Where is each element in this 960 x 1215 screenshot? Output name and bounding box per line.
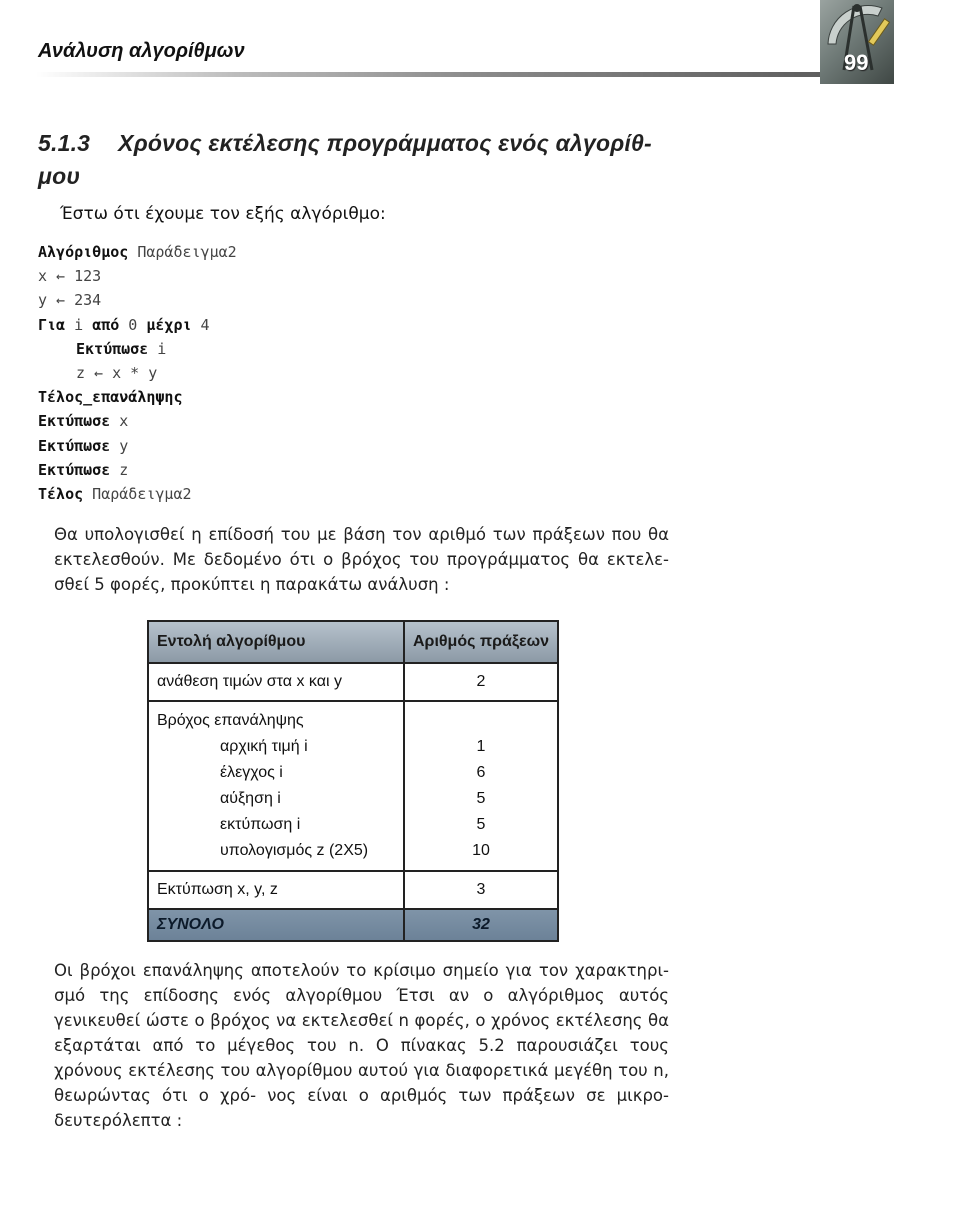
loop-item-value: 1 — [476, 738, 486, 755]
table-total-row — [148, 909, 558, 941]
code-line — [38, 458, 237, 482]
loop-item-label: αρχική τιμή i — [220, 738, 308, 755]
section-title: Χρόνος εκτέλεσης προγράμματος ενός αλγορίθ- — [118, 130, 652, 156]
page-number-badge — [820, 0, 894, 84]
code-text: z — [110, 460, 129, 479]
code-line — [38, 409, 237, 433]
loop-label: Βρόχος επανάληψης — [157, 712, 304, 729]
page-number: 99 — [844, 50, 869, 75]
code-keyword: Τέλος — [38, 484, 84, 503]
code-line — [38, 337, 237, 361]
code-line — [38, 482, 237, 506]
table-cell-instruction: ανάθεση τιμών στα x και y — [148, 663, 404, 701]
paragraph-analysis-intro: Θα υπολογισθεί η επίδοσή του με βάση τον αριθμό των πράξεων που θα εκτελεσθούν. Με δεδομένο ότι ο βρόχος του προγράμματος θα εκτελε- σθεί 5 φορές, προκύπτει η παρακάτω ανάλυση : — [54, 525, 669, 594]
pseudocode-block — [38, 240, 237, 506]
running-header-title: Ανάλυση αλγορίθμων — [38, 40, 245, 62]
code-line — [38, 434, 237, 458]
column-header-operations: Αριθμός πράξεων — [404, 621, 558, 663]
code-line — [38, 313, 237, 337]
loop-item-label: έλεγχος i — [220, 764, 283, 781]
code-text: i — [148, 339, 167, 358]
operations-table — [147, 620, 559, 942]
code-keyword: Εκτύπωσε — [38, 460, 111, 479]
code-keyword: από — [92, 315, 120, 334]
code-keyword: Εκτύπωσε — [76, 339, 149, 358]
section-number: 5.1.3 — [38, 130, 91, 156]
code-text: Παράδειγμα2 — [83, 484, 192, 503]
loop-item-value: 5 — [476, 790, 486, 807]
code-line: y ← 234 — [38, 291, 102, 310]
section-heading — [38, 127, 658, 193]
table-cell-loop-operations — [404, 701, 558, 871]
code-keyword: Για — [38, 315, 66, 334]
intro-text: Έστω ότι έχουμε τον εξής αλγόριθμο: — [60, 204, 386, 224]
table-cell-loop-instructions — [148, 701, 404, 871]
loop-item-label: εκτύπωση i — [220, 816, 301, 833]
loop-item-value: 6 — [476, 764, 486, 781]
paragraph-loops: Οι βρόχοι επανάληψης αποτελούν το κρίσιμο σημείο για τον χαρακτηρι- σμό της επίδοσης ενός αλγορίθμου Έτσι αν ο αλγόριθμος αυτός γενικευθεί ώστε ο βρόχος να εκτελεσθεί n φορές, ο χρόνος εκτέλεσης θα εξαρτάται από το μέγεθος του n. Ο πίνακας 5.2 παρουσιάζει τους χρόνους εκτέλεσης του αλγορίθμου αυτού για διαφορετικά μεγέθη του n, θεωρώντας ότι ο χρό- νος είναι ο αριθμός των πράξεων σε μικρο-δευτερόλεπτα : — [54, 961, 669, 1130]
code-keyword: Τέλος_επανάληψης — [38, 388, 183, 407]
table-cell-operations: 2 — [404, 663, 558, 701]
code-text: i — [65, 315, 93, 334]
code-text: y — [110, 436, 129, 455]
table-row — [148, 871, 558, 909]
loop-item-value: 10 — [472, 842, 490, 859]
loop-item-label: υπολογισμός z (2X5) — [220, 842, 369, 859]
code-line: x ← 123 — [38, 267, 102, 286]
loop-item-label: αύξηση i — [220, 790, 281, 807]
header-rule — [36, 72, 836, 77]
code-line — [38, 385, 237, 409]
code-text: 4 — [191, 315, 210, 334]
table-header-row — [148, 621, 558, 663]
code-keyword: Εκτύπωσε — [38, 436, 111, 455]
code-text: Παράδειγμα2 — [137, 243, 237, 261]
total-label: ΣΥΝΟΛΟ — [148, 909, 404, 941]
table-row — [148, 663, 558, 701]
code-keyword: Αλγόριθμος — [38, 243, 129, 261]
code-line: z ← x * y — [76, 363, 158, 382]
section-title-continuation: μου — [38, 163, 81, 189]
code-text: x — [110, 412, 129, 431]
code-keyword: μέχρι — [146, 315, 192, 334]
total-value: 32 — [404, 909, 558, 941]
table-row-loop — [148, 701, 558, 871]
table-cell-operations: 3 — [404, 871, 558, 909]
code-keyword: Εκτύπωσε — [38, 412, 111, 431]
column-header-instruction: Εντολή αλγορίθμου — [148, 621, 404, 663]
table-cell-instruction: Εκτύπωση x, y, z — [148, 871, 404, 909]
code-line — [38, 240, 237, 264]
loop-item-value: 5 — [476, 816, 486, 833]
code-text: 0 — [119, 315, 147, 334]
